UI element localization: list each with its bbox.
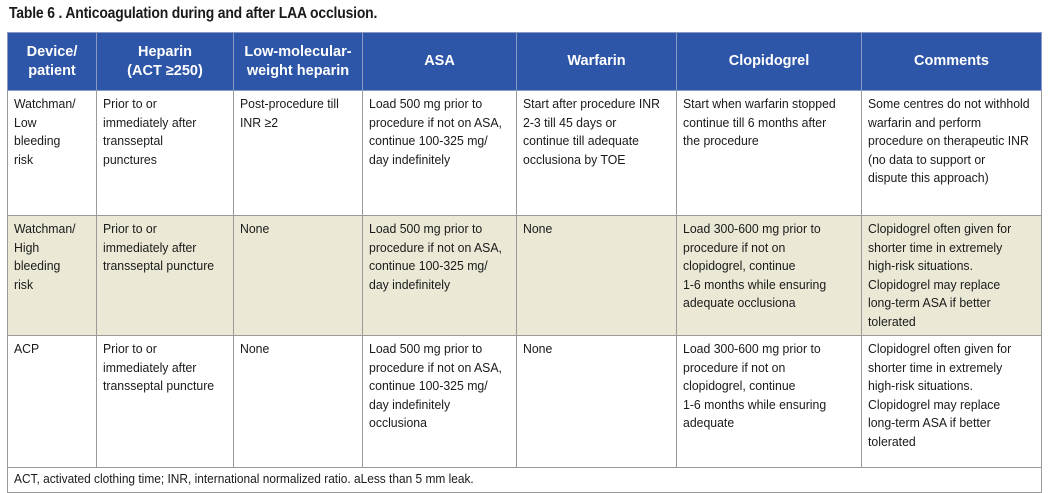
table-cell: Start when warfarin stopped continue till 6 months after the procedure (677, 91, 862, 216)
table-row (8, 91, 1042, 216)
header-heparin: Heparin (ACT ≥250) (97, 33, 234, 91)
table-title: Table 6 . Anticoagulation during and after LAA occlusion. (9, 5, 378, 22)
table-row (8, 216, 1042, 336)
table-cell: Watchman/ Low bleeding risk (8, 91, 97, 216)
table-cell: Clopidogrel often given for shorter time in extremely high-risk situations. Clopidogrel may replace long-term ASA if better tolerated (862, 216, 1042, 336)
table-cell: Clopidogrel often given for shorter time in extremely high-risk situations. Clopidogrel may replace long-term ASA if better tolerated (862, 336, 1042, 468)
table-cell: Load 500 mg prior to procedure if not on ASA, continue 100-325 mg/ day indefinitely occlusiona (363, 336, 517, 468)
table-cell: None (517, 216, 677, 336)
table-cell: Prior to or immediately after transseptal punctures (97, 91, 234, 216)
table-cell: Post-procedure till INR ≥2 (234, 91, 363, 216)
table-cell: Some centres do not withhold warfarin and perform procedure on therapeutic INR (no data to support or dispute this approach) (862, 91, 1042, 216)
table-cell: Watchman/ High bleeding risk (8, 216, 97, 336)
table-row (8, 336, 1042, 468)
table-cell: Load 500 mg prior to procedure if not on ASA, continue 100-325 mg/ day indefinitely (363, 91, 517, 216)
table-cell: None (234, 336, 363, 468)
table-cell: Prior to or immediately after transseptal puncture (97, 336, 234, 468)
header-device-patient: Device/ patient (8, 33, 97, 91)
header-asa: ASA (363, 33, 517, 91)
table-cell: Load 300-600 mg prior to procedure if not on clopidogrel, continue 1-6 months while ensuring adequate occlusiona (677, 216, 862, 336)
footnote: ACT, activated clothing time; INR, international normalized ratio. aLess than 5 mm leak. (8, 468, 1042, 493)
header-comments: Comments (862, 33, 1042, 91)
table-cell: ACP (8, 336, 97, 468)
header-warfarin: Warfarin (517, 33, 677, 91)
table-cell: Load 500 mg prior to procedure if not on ASA, continue 100-325 mg/ day indefinitely (363, 216, 517, 336)
table-cell: Start after procedure INR 2-3 till 45 days or continue till adequate occlusiona by TOE (517, 91, 677, 216)
header-row (8, 33, 1042, 91)
anticoagulation-table (7, 32, 1042, 493)
footnote-row (8, 468, 1042, 493)
table-container (7, 32, 1041, 493)
table-cell: Prior to or immediately after transseptal puncture (97, 216, 234, 336)
table-cell: Load 300-600 mg prior to procedure if not on clopidogrel, continue 1-6 months while ensuring adequate (677, 336, 862, 468)
header-lmw-heparin: Low-molecular- weight heparin (234, 33, 363, 91)
table-cell: None (234, 216, 363, 336)
table-cell: None (517, 336, 677, 468)
header-clopidogrel: Clopidogrel (677, 33, 862, 91)
